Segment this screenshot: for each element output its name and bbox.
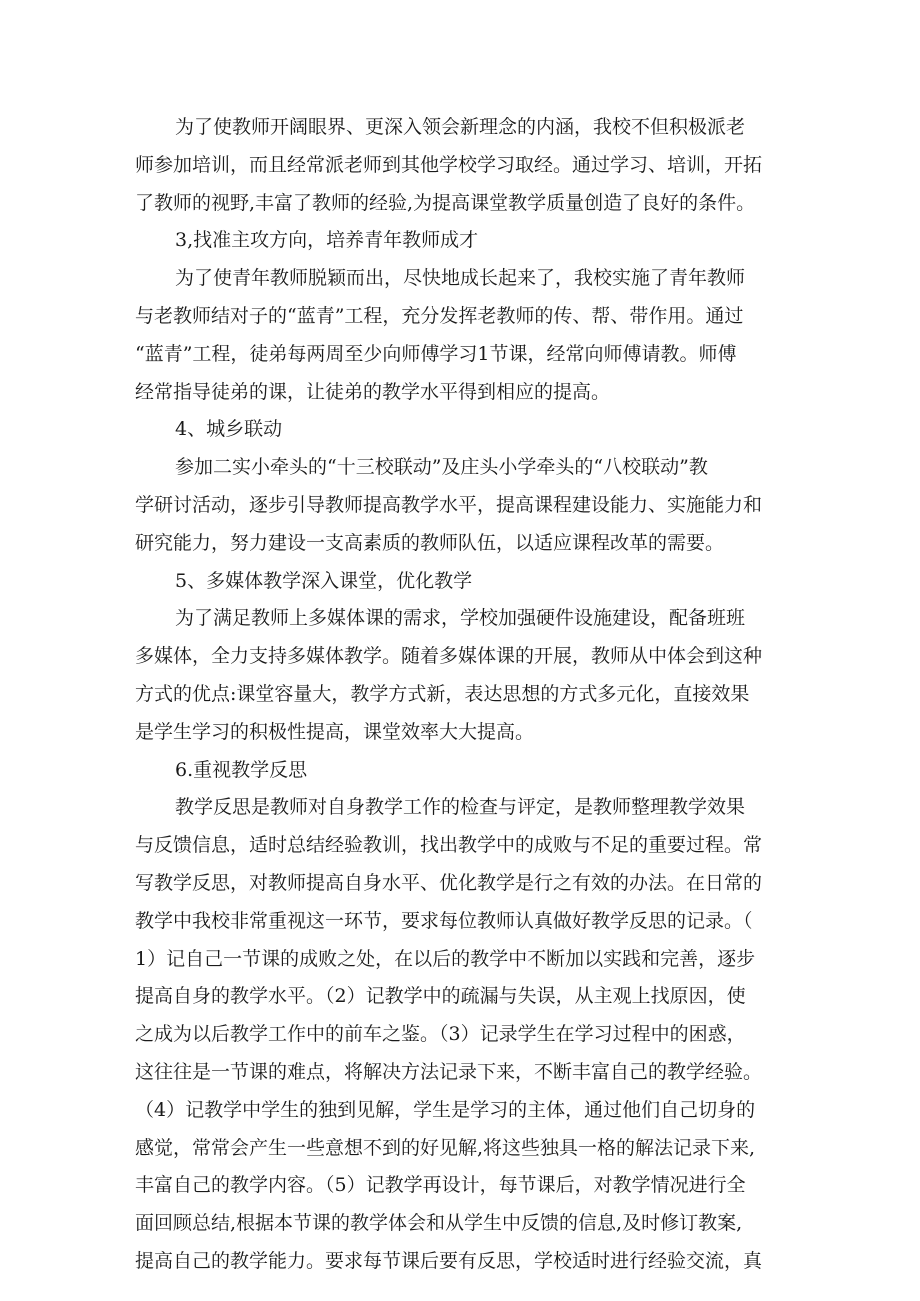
text-line: 为了满足教师上多媒体课的需求，学校加强硬件设施建设，配备班班 — [175, 607, 746, 630]
text-line: 方式的优点:课堂容量大，教学方式新，表达思想的方式多元化，直接效果 — [135, 683, 750, 705]
text-line: 5、多媒体教学深入课堂，优化教学 — [175, 569, 473, 592]
text-line: 与反馈信息，适时总结经验教训，找出教学中的成败与不足的重要过程。常 — [135, 834, 763, 857]
text-line: 1）记自己一节课的成败之处，在以后的教学中不断加以实践和完善，逐步 — [135, 947, 756, 970]
text-line: 多媒体，全力支持多媒体教学。随着多媒体课的开展，教师从中体会到这种 — [135, 645, 763, 668]
text-line: 面回顾总结,根据本节课的教学体会和从学生中反馈的信息,及时修订教案, — [135, 1212, 743, 1235]
text-line: 了教师的视野,丰富了教师的经验,为提高课堂教学质量创造了良好的条件。 — [135, 191, 756, 214]
text-line: 为了使青年教师脱颖而出，尽快地成长起来了，我校实施了青年教师 — [175, 267, 746, 290]
text-line: 经常指导徒弟的课，让徒弟的教学水平得到相应的提高。 — [135, 380, 611, 403]
text-line: 是学生学习的积极性提高，课堂效率大大提高。 — [135, 720, 535, 743]
text-line: （4）记教学中学生的独到见解，学生是学习的主体，通过他们自己切身的 — [135, 1098, 756, 1121]
text-line: 6.重视教学反思 — [175, 758, 308, 781]
text-line: 研究能力，努力建设一支高素质的教师队伍，以适应课程改革的需要。 — [135, 531, 725, 554]
text-line: 之成为以后教学工作中的前车之鉴。（3）记录学生在学习过程中的困惑， — [135, 1023, 746, 1046]
text-line: 提高自己的教学能力。要求每节课后要有反思，学校适时进行经验交流，真 — [135, 1250, 763, 1272]
text-line: 学研讨活动，逐步引导教师提高教学水平，提高课程建设能力、实施能力和 — [135, 494, 763, 516]
text-line: “蓝青”工程，徒弟每两周至少向师傅学习1节课，经常向师傅请教。师傅 — [135, 342, 737, 365]
text-line: 这往往是一节课的难点，将解决方法记录下来，不断丰富自己的教学经验。 — [135, 1061, 763, 1083]
text-line: 提高自身的教学水平。（2）记教学中的疏漏与失误，从主观上找原因，使 — [135, 985, 746, 1008]
text-line: 4、城乡联动 — [175, 418, 283, 441]
text-line: 丰富自己的教学内容。（5）记教学再设计，每节课后，对教学情况进行全 — [135, 1174, 746, 1197]
text-line: 感觉，常常会产生一些意想不到的好见解,将这些独具一格的解法记录下来, — [135, 1136, 756, 1159]
text-line: 写教学反思，对教师提高自身水平、优化教学是行之有效的办法。在日常的 — [135, 872, 763, 894]
text-line: 为了使教师开阔眼界、更深入领会新理念的内涵，我校不但积极派老 — [175, 116, 746, 138]
text-line: 参加二实小牵头的“十三校联动”及庄头小学牵头的“八校联动”教 — [175, 456, 708, 479]
text-line: 与老教师结对子的“蓝青”工程，充分发挥老教师的传、帮、带作用。通过 — [135, 305, 744, 327]
text-line: 师参加培训，而且经常派老师到其他学校学习取经。通过学习、培训，开拓 — [135, 153, 763, 176]
text-line: 教学中我校非常重视这一环节，要求每位教师认真做好教学反思的记录。（ — [135, 909, 753, 932]
text-line: 3,找准主攻方向，培养青年教师成才 — [175, 229, 479, 252]
text-line: 教学反思是教师对自身教学工作的检查与评定，是教师整理教学效果 — [175, 796, 746, 819]
